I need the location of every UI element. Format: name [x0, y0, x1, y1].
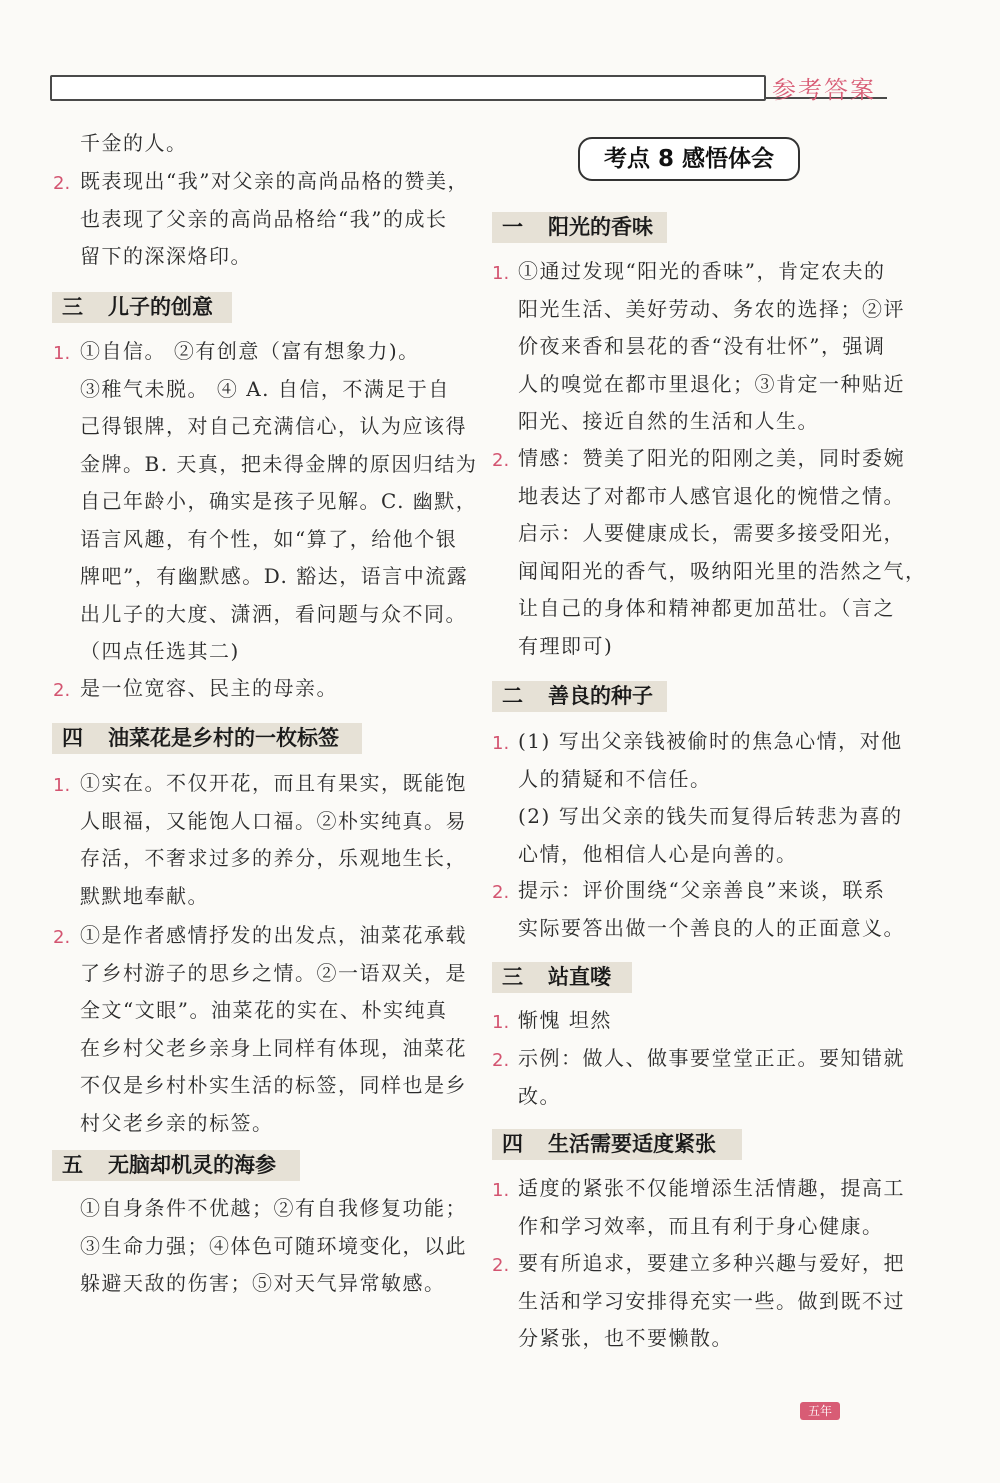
header-label: 参考答案 [772, 76, 876, 104]
answer-paragraph [518, 440, 927, 665]
text-line: ③稚气未脱。 ④ A. 自信，不满足于自 [80, 376, 450, 401]
section-header [52, 1150, 300, 1181]
text-line: 阳光、接近自然的生活和人生。 [518, 409, 819, 433]
answer-paragraph [518, 872, 905, 947]
text-line: ①通过发现“阳光的香味”，肯定农夫的 [518, 259, 886, 283]
item-number: 1. [492, 733, 510, 754]
text-line: 牌吧”，有幽默感。D. 豁达，语言中流露 [80, 564, 469, 588]
text-line: 启示：人要健康成长，需要多接受阳光， [518, 521, 905, 545]
item-number: 2. [492, 882, 510, 903]
text-line: 己得银牌，对自己充满信心，认为应该得 [80, 414, 467, 438]
item-number: 2. [492, 1255, 510, 1276]
section-title: 无脑却机灵的海参 [108, 1153, 276, 1177]
text-line: 实际要答出做一个善良的人的正面意义。 [518, 915, 905, 940]
answer-paragraph [518, 1170, 905, 1245]
text-line: 阳光生活、美好劳动、务农的选择；②评 [518, 296, 905, 321]
text-line: 自己年龄小，确实是孩子见解。C. 幽默， [80, 489, 478, 513]
section-header [492, 681, 667, 712]
section-header [492, 962, 632, 993]
section-number: 四 [502, 1132, 523, 1156]
text-line: 情感：赞美了阳光的阳刚之美，同时委婉 [518, 446, 905, 470]
text-line: 价夜来香和昙花的香“没有壮怀”，强调 [518, 334, 886, 358]
answer-paragraph [518, 1245, 905, 1358]
text-line: ①自信。 ②有创意（富有想象力)。 [80, 339, 420, 363]
item-number: 1. [53, 343, 71, 364]
text-line: ①实在。不仅开花，而且有果实，既能饱 [80, 771, 467, 795]
text-line: （四点任选其二) [80, 639, 240, 663]
text-line: 示例：做人、做事要堂堂正正。要知错就 [518, 1046, 905, 1070]
text-line: 要有所追求，要建立多种兴趣与爱好，把 [518, 1251, 905, 1275]
answer-paragraph [80, 333, 477, 671]
item-number: 2. [53, 173, 71, 194]
answer-paragraph [518, 1040, 905, 1115]
text-line: 全文“文眼”。油菜花的实在、朴实纯真 [80, 998, 448, 1022]
text-line: ③生命力强；④体色可随环境变化，以此 [80, 1233, 467, 1258]
section-title: 儿子的创意 [108, 295, 213, 319]
text-line: 语言风趣，有个性，如“算了，给他个银 [80, 526, 458, 551]
section-number: 二 [502, 684, 523, 708]
item-number: 2. [53, 927, 71, 948]
text-line: 存活，不奢求过多的养分，乐观地生长， [80, 846, 467, 870]
text-line: 村父老乡亲的标签。 [80, 1110, 274, 1135]
text-line: 躲避天敌的伤害；⑤对天气异常敏感。 [80, 1271, 446, 1295]
section-number: 三 [502, 965, 523, 989]
section-title: 善良的种子 [548, 684, 653, 708]
text-line: 了乡村游子的思乡之情。②一语双关，是 [80, 960, 467, 985]
section-title: 油菜花是乡村的一枚标签 [108, 726, 339, 750]
text-line: 心情，他相信人心是向善的。 [518, 841, 798, 866]
section-title: 阳光的香味 [548, 215, 653, 239]
text-line: ①自身条件不优越；②有自我修复功能； [80, 1196, 467, 1220]
section-title: 生活需要适度紧张 [548, 1132, 716, 1156]
text-line: 留下的深深烙印。 [80, 244, 252, 268]
text-line: 作和学习效率，而且有利于身心健康。 [518, 1213, 884, 1238]
text-line: (1) 写出父亲钱被偷时的焦急心情，对他 [518, 729, 903, 753]
text-line: 有理即可) [518, 633, 614, 658]
item-number: 2. [492, 450, 510, 471]
text-line: 人的猜疑和不信任。 [518, 766, 712, 791]
section-header [492, 1129, 742, 1160]
section-header [492, 212, 667, 243]
item-number: 2. [53, 680, 71, 701]
answer-paragraph [80, 1190, 467, 1303]
topic-badge: 考点 8 感悟体会 [578, 137, 800, 181]
item-number: 1. [492, 1180, 510, 1201]
text-line: 地表达了对都市人感官退化的惋惜之情。 [518, 483, 905, 508]
text-line: 默默地奉献。 [80, 883, 209, 908]
text-line: 闻闻阳光的香气，吸纳阳光里的浩然之气， [518, 558, 927, 583]
text-line: ①是作者感情抒发的出发点，油菜花承载 [80, 923, 467, 947]
section-header [52, 723, 362, 754]
section-number: 三 [62, 295, 83, 319]
text-line: 在乡村父老乡亲身上同样有体现，油菜花 [80, 1035, 467, 1060]
text-line: 改。 [518, 1083, 561, 1108]
item-number: 1. [492, 263, 510, 284]
text-line: 金牌。B. 天真，把未得金牌的原因归结为 [80, 451, 478, 476]
header-bar [50, 75, 766, 101]
section-number: 五 [62, 1153, 83, 1177]
text-line: 也表现了父亲的高尚品格给“我”的成长 [80, 206, 448, 231]
section-title: 站直喽 [548, 965, 611, 989]
text-line: 提示：评价围绕“父亲善良”来谈，联系 [518, 878, 886, 902]
text-line: 生活和学习安排得充实一些。做到既不过 [518, 1288, 905, 1313]
text-line: 不仅是乡村朴实生活的标签，同样也是乡 [80, 1073, 467, 1097]
answer-paragraph [80, 765, 467, 915]
section-header [52, 292, 232, 323]
text-line: 人眼福，又能饱人口福。②朴实纯真。易 [80, 808, 467, 833]
answer-paragraph: 惭愧 坦然 [518, 1008, 612, 1032]
item-number: 2. [492, 1050, 510, 1071]
item-number: 1. [492, 1012, 510, 1033]
answer-paragraph [80, 163, 469, 276]
text-line: 适度的紧张不仅能增添生活情趣，提高工 [518, 1176, 905, 1200]
text-line: 人的嗅觉在都市里退化；③肯定一种贴近 [518, 371, 905, 396]
text-line: 让自己的身体和精神都更加茁壮。（言之 [518, 596, 895, 620]
answer-paragraph [518, 253, 905, 441]
text-line: 出儿子的大度、潇洒，看问题与众不同。 [80, 601, 467, 626]
answer-paragraph [518, 723, 903, 873]
item-number: 1. [53, 775, 71, 796]
text-line: (2) 写出父亲的钱失而复得后转悲为喜的 [518, 804, 903, 828]
answer-paragraph [80, 917, 467, 1142]
left-continuation: 千金的人。 [80, 131, 188, 155]
grade-tag: 五年 [800, 1402, 840, 1420]
section-number: 四 [62, 726, 83, 750]
text-line: 分紧张，也不要懒散。 [518, 1326, 733, 1350]
answer-paragraph: 是一位宽容、民主的母亲。 [80, 676, 338, 700]
text-line: 既表现出“我”对父亲的高尚品格的赞美， [80, 169, 469, 193]
section-number: 一 [502, 215, 523, 239]
